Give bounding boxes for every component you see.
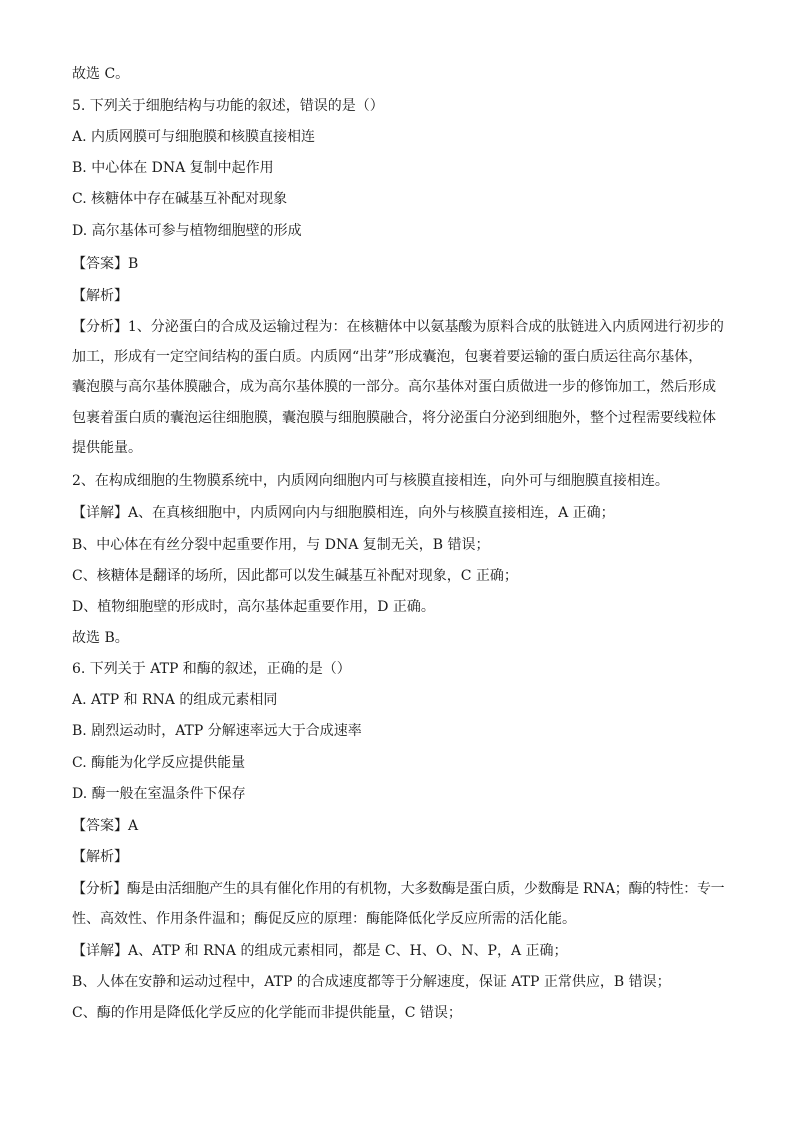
question-5-analysis-line: 提供能量。 — [72, 440, 142, 456]
question-6-analysis-line: 【分析】酶是由活细胞产生的具有催化作用的有机物，大多数酶是蛋白质，少数酶是 RNA；酶的特性：专一 — [72, 881, 725, 897]
question-6-stem: 6. 下列关于 ATP 和酶的叙述，正确的是（） — [72, 661, 351, 677]
question-6-explanation-heading: 【解析】 — [72, 849, 128, 865]
question-5-detail-a: 【详解】A、在真核细胞中，内质网向内与细胞膜相连，向外与核膜直接相连，A 正确； — [72, 505, 615, 521]
question-5-option-d: D. 高尔基体可参与植物细胞壁的形成 — [72, 223, 302, 239]
question-6-option-d: D. 酶一般在室温条件下保存 — [72, 786, 246, 802]
question-6-option-c: C. 酶能为化学反应提供能量 — [72, 755, 246, 771]
question-5-conclusion: 故选 B。 — [72, 630, 129, 646]
question-5-detail-b: B、中心体在有丝分裂中起重要作用，与 DNA 复制无关，B 错误； — [72, 537, 490, 553]
question-5-answer: 【答案】B — [72, 256, 139, 272]
question-5-stem: 5. 下列关于细胞结构与功能的叙述，错误的是（） — [72, 98, 384, 114]
question-5-detail-c: C、核糖体是翻译的场所，因此都可以发生碱基互补配对现象，C 正确； — [72, 568, 518, 584]
question-6-detail-c: C、酶的作用是降低化学反应的化学能而非提供能量，C 错误； — [72, 1005, 462, 1021]
question-5-analysis-line: 囊泡膜与高尔基体膜融合，成为高尔基体膜的一部分。高尔基体对蛋白质做进一步的修饰加工，然后形成 — [72, 379, 716, 395]
question-6-option-b: B. 剧烈运动时，ATP 分解速率远大于合成速率 — [72, 723, 362, 739]
question-5-analysis-line: 加工，形成有一定空间结构的蛋白质。内质网“出芽”形成囊泡，包裹着要运输的蛋白质运往高尔基体， — [72, 349, 703, 365]
question-6-detail-a: 【详解】A、ATP 和 RNA 的组成元素相同，都是 C、H、O、N、P，A 正确； — [72, 943, 568, 959]
question-5-option-a: A. 内质网膜可与细胞膜和核膜直接相连 — [72, 129, 316, 145]
question-6-answer: 【答案】A — [72, 818, 139, 834]
question-5-option-c: C. 核糖体中存在碱基互补配对现象 — [72, 191, 288, 207]
question-5-analysis-line: 包裹着蛋白质的囊泡运往细胞膜，囊泡膜与细胞膜融合，将分泌蛋白分泌到细胞外，整个过程需要线粒体 — [72, 410, 716, 426]
question-6-detail-b: B、人体在安静和运动过程中，ATP 的合成速度都等于分解速度，保证 ATP 正常供应，B 错误； — [72, 974, 671, 990]
question-5-analysis-point-2: 2、在构成细胞的生物膜系统中，内质网向细胞内可与核膜直接相连，向外可与细胞膜直接相连。 — [72, 473, 669, 489]
question-6-analysis-line: 性、高效性、作用条件温和；酶促反应的原理：酶能降低化学反应所需的活化能。 — [72, 911, 576, 927]
question-5-analysis-line: 【分析】1、分泌蛋白的合成及运输过程为：在核糖体中以氨基酸为原料合成的肽链进入内质网进行初步的 — [72, 319, 724, 335]
question-5-option-b: B. 中心体在 DNA 复制中起作用 — [72, 160, 274, 176]
question-6-option-a: A. ATP 和 RNA 的组成元素相同 — [72, 692, 278, 708]
question-5-explanation-heading: 【解析】 — [72, 288, 128, 304]
conclusion-text: 故选 C。 — [72, 66, 130, 82]
question-5-detail-d: D、植物细胞壁的形成时，高尔基体起重要作用，D 正确。 — [72, 599, 435, 615]
